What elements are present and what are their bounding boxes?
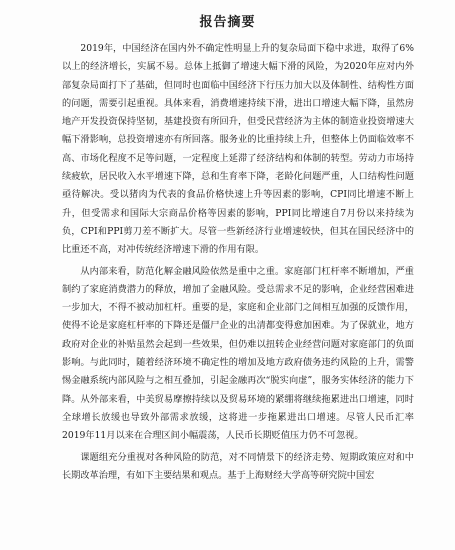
report-title: 报告摘要 [199,15,256,30]
report-body [62,40,414,485]
paragraph-economy-overview: 2019年，中国经济在国内外不确定性明显上升的复杂局面下稳中求进，取得了6%以上的经济增长，实属不易。总体上抵御了增速大幅下滑的风险，为2020年应对内外部复杂局面打下了基础，但同时也面临中国经济下行压力加大以及体制性、结构性方面的问题，需要引起重视。具体来看，消费增速持续下滑，进出口增速大幅下降，虽然房地产开发投资保持坚韧，基建投资有所回升，但受民营经济为主体的制造业投资增速大幅下滑影响，总投资增速亦有所回落。服务业的比重持续上升，但整体上仍面临效率不高、市场化程度不足等问题，一定程度上延滞了经济结构和体制的转型。劳动力市场持续疲软，居民收入水平增速下降，总和生育率下降，老龄化问题严重，人口结构性问题亟待解决。受以猪肉为代表的食品价格快速上升等因素的影响，CPI同比增速不断上升，但受需求和国际大宗商品价格等因素的影响，PPI同比增速自7月份以来持续为负，CPI和PPI剪刀差不断扩大。尽管一些新经济行业增速较快，但其在国民经济中的比重还不高，对冲传统经济增速下滑的作用有限。 [62,43,414,256]
paragraph-financial-risk: 从内部来看，防范化解金融风险依然是重中之重。家庭部门杠杆率不断增加，严重制约了家庭消费潜力的释放，增加了金融风险。受总需求不足的影响，企业经营困难进一步加大，不得不被动加杠杆。重要的是，家庭和企业部门之间相互加强的反馈作用，使得不论是家庭杠杆率的下降还是僵尸企业的出清都变得愈加困难。为了保就业，地方政府对企业的补贴虽然会起到一些效果，但仍难以扭转企业经营问题对家庭部门的负面影响。与此同时，随着经济环境不确定性的增加及地方政府债务违约风险的上升，需警惕金融系统内部风险与之相互叠加，引起金融再次“脱实向虚”，服务实体经济的能力下降。从外部来看，中美贸易摩擦持续以及贸易环境的紧绷将继续拖累进出口增速，同时全球增长放缓也导致外部需求放缓，这将进一步拖累进出口增速。尽管人民币汇率2019年11月以来在合理区间小幅震荡，人民币长期贬值压力仍不可忽视。 [62,265,414,442]
paragraph-research-approach: 课题组充分重视对各种风险的防范，对不同情景下的经济走势、短期政策应对和中长期改革治理，有如下主要结果和观点。基于上海财经大学高等研究院中国宏 [62,451,414,481]
